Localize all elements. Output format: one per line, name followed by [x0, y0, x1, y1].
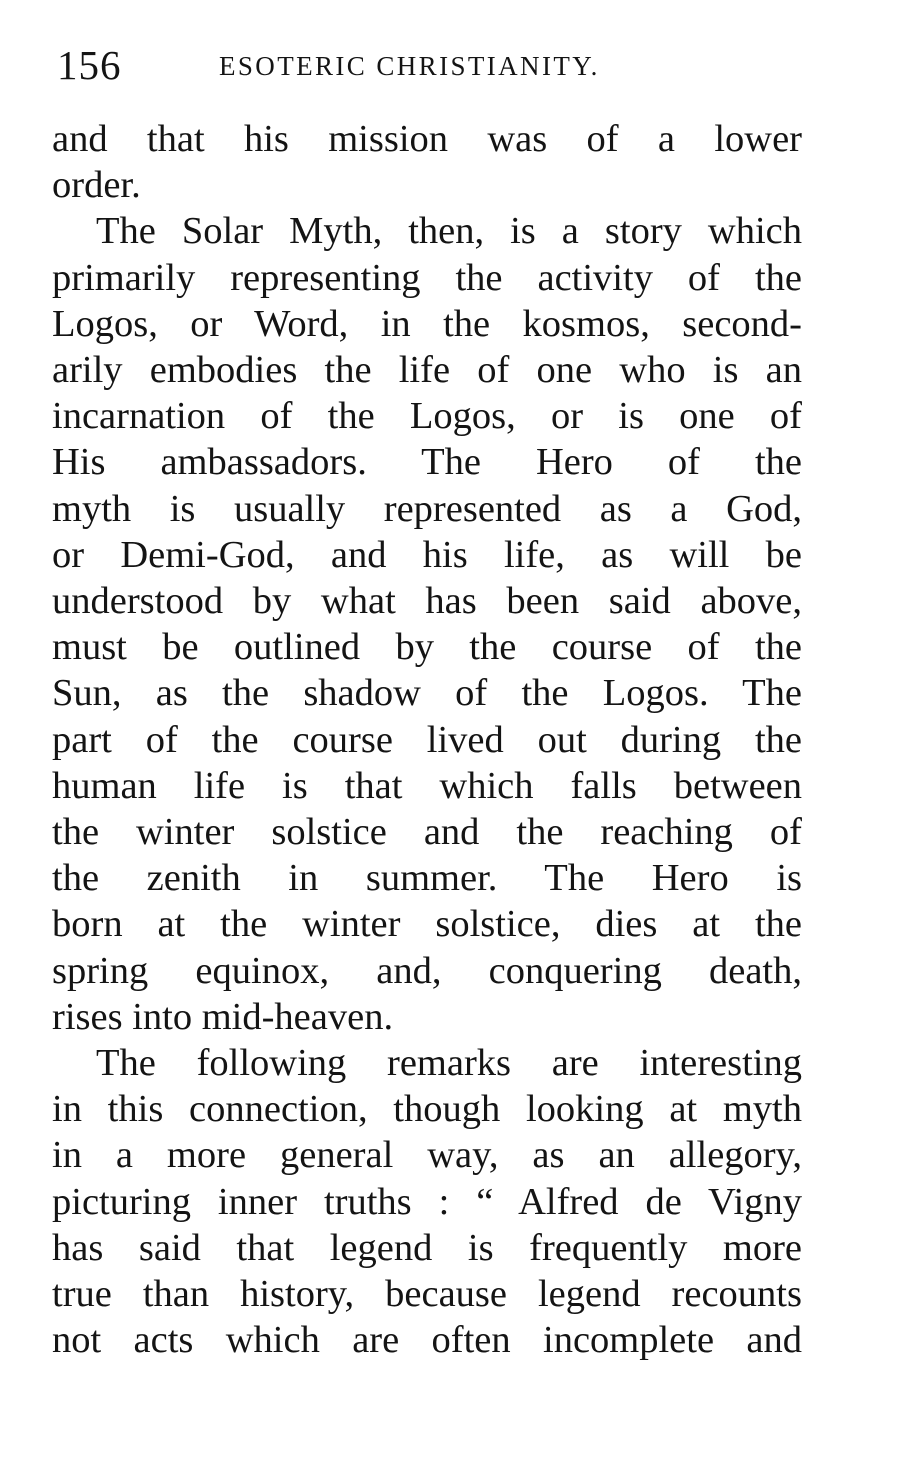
- page-number: 156: [57, 42, 122, 88]
- text-line: rises into mid-heaven.: [52, 995, 394, 1038]
- text-line: or Demi-God, and his life, as will be: [52, 533, 802, 576]
- text-line: incarnation of the Logos, or is one of: [52, 395, 802, 438]
- text-line: part of the course lived out during the: [52, 718, 802, 761]
- text-line: Logos, or Word, in the kosmos, second-: [52, 302, 802, 345]
- text-line: The following remarks are interesting: [96, 1042, 802, 1085]
- text-line: not acts which are often incomplete and: [52, 1319, 802, 1362]
- body-text: [52, 116, 802, 1363]
- text-line: Sun, as the shadow of the Logos. The: [52, 672, 802, 715]
- text-line: arily embodies the life of one who is an: [52, 349, 802, 392]
- text-line: His ambassadors. The Hero of the: [52, 441, 802, 484]
- text-line: primarily representing the activity of the: [52, 256, 802, 299]
- paragraph-3: [52, 1040, 802, 1363]
- text-line: myth is usually represented as a God,: [52, 487, 802, 530]
- text-line: in this connection, though looking at myth: [52, 1088, 802, 1131]
- text-line: the zenith in summer. The Hero is: [52, 857, 802, 900]
- text-line: human life is that which falls between: [52, 764, 802, 807]
- paragraph-2: [52, 208, 802, 1040]
- text-line: born at the winter solstice, dies at the: [52, 903, 802, 946]
- running-title: ESOTERIC CHRISTIANITY.: [219, 51, 600, 81]
- text-line: order.: [52, 164, 141, 207]
- text-line: in a more general way, as an allegory,: [52, 1134, 802, 1177]
- text-line: and that his mission was of a lower: [52, 118, 802, 160]
- text-line: must be outlined by the course of the: [52, 626, 802, 669]
- text-line: true than history, because legend recounts: [52, 1273, 802, 1316]
- text-line: The Solar Myth, then, is a story which: [96, 210, 802, 253]
- text-line: picturing inner truths : “ Alfred de Vigny: [52, 1180, 802, 1223]
- paragraph-1: [52, 116, 802, 208]
- text-line: the winter solstice and the reaching of: [52, 811, 802, 854]
- running-head: [57, 40, 817, 90]
- text-line: has said that legend is frequently more: [52, 1226, 802, 1269]
- text-line: spring equinox, and, conquering death,: [52, 949, 802, 992]
- text-line: understood by what has been said above,: [52, 580, 802, 623]
